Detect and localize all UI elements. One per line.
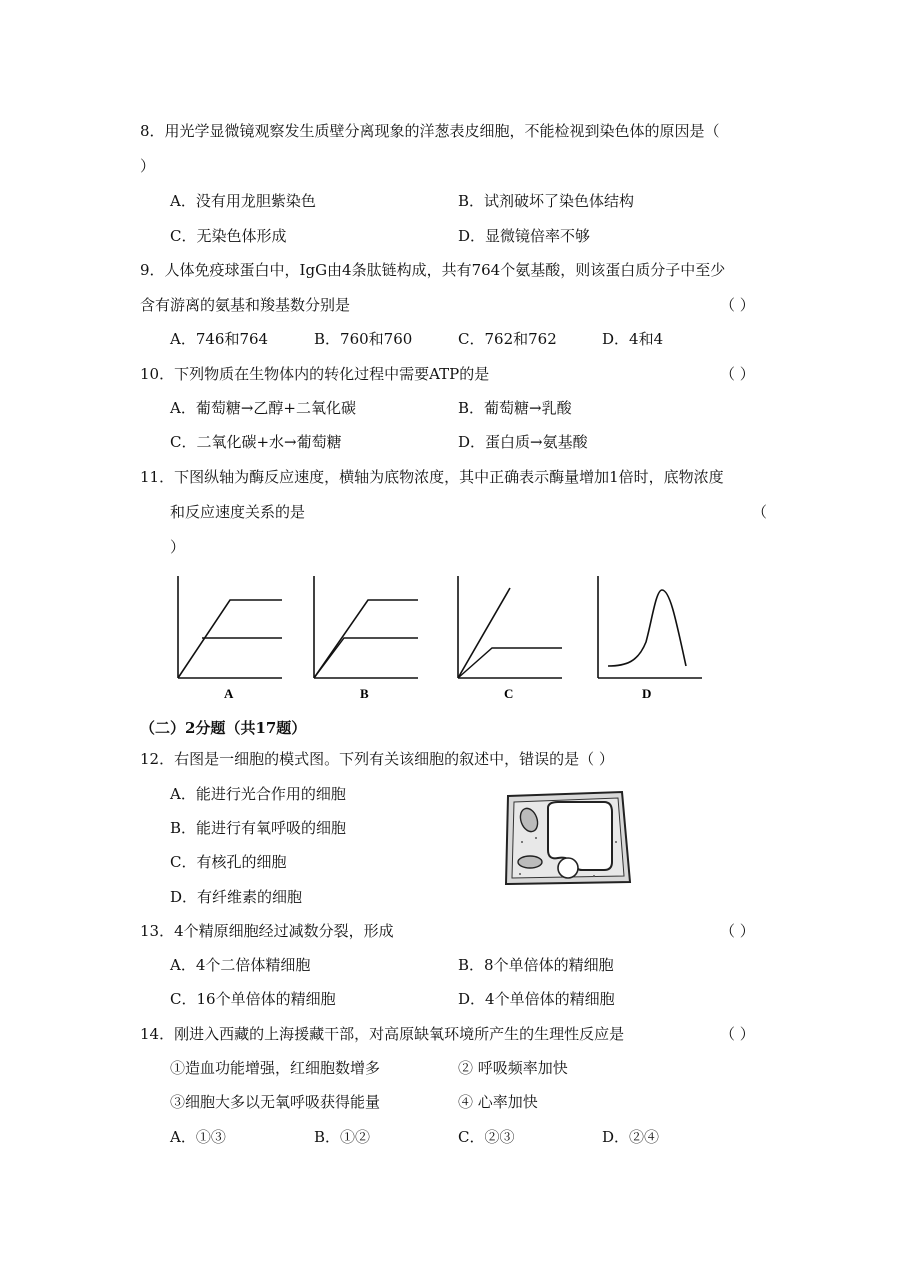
q8-stem: 8．用光学显微镜观察发生质壁分离现象的洋葱表皮细胞，不能检视到染色体的原因是（ — [140, 122, 720, 140]
section-2-heading: （二）2分题（共17题） — [140, 719, 307, 737]
q10-option-d: D．蛋白质→氨基酸 — [458, 433, 588, 451]
graph-a — [170, 572, 290, 702]
q14-option-b: B．①② — [314, 1128, 371, 1146]
q8-option-d: D．显微镜倍率不够 — [458, 227, 591, 245]
graph-b-label: B — [360, 686, 369, 701]
q10-option-b: B．葡萄糖→乳酸 — [458, 399, 572, 417]
q14-stem: 14．刚进入西藏的上海援藏干部，对高原缺氧环境所产生的生理性反应是 — [140, 1025, 625, 1043]
q10-option-c: C．二氧化碳+水→葡萄糖 — [170, 433, 342, 451]
q10-stem: 10．下列物质在生物体内的转化过程中需要ATP的是 — [140, 365, 490, 383]
q12-option-a: A．能进行光合作用的细胞 — [170, 785, 346, 803]
q13-stem: 13．4个精原细胞经过减数分裂，形成 — [140, 922, 394, 940]
q9-option-b: B．760和760 — [314, 330, 413, 348]
q8-option-a: A．没有用龙胆紫染色 — [170, 192, 316, 210]
q11-bracket-close: ） — [170, 538, 186, 556]
q14-option-d: D．②④ — [602, 1128, 660, 1146]
q11-bracket-open: （ — [752, 503, 768, 521]
q14-item-2: ② 呼吸频率加快 — [458, 1059, 568, 1077]
q13-option-a: A．4个二倍体精细胞 — [170, 956, 311, 974]
q11-stem: 11．下图纵轴为酶反应速度，横轴为底物浓度，其中正确表示酶量增加1倍时，底物浓度 — [140, 468, 724, 486]
plant-cell-diagram — [500, 788, 636, 888]
q12-stem: 12．右图是一细胞的模式图。下列有关该细胞的叙述中，错误的是（ ） — [140, 750, 614, 768]
q14-item-3: ③细胞大多以无氧呼吸获得能量 — [170, 1093, 381, 1111]
q13-option-d: D．4个单倍体的精细胞 — [458, 990, 615, 1008]
graph-b — [306, 572, 426, 702]
graph-a-curve-high — [178, 600, 282, 678]
graph-d-label: D — [642, 686, 652, 701]
graph-c-label: C — [504, 686, 514, 701]
q9-stem-cont: 含有游离的氨基和羧基数分别是 — [140, 296, 351, 314]
q9-answer-bracket: （ ） — [720, 296, 755, 314]
q14-option-a: A．①③ — [170, 1128, 226, 1146]
q9-stem: 9．人体免疫球蛋白中，IgG由4条肽链构成，共有764个氨基酸，则该蛋白质分子中至少 — [140, 261, 726, 279]
q8-stem-cont: ） — [140, 157, 156, 175]
graph-b-curve-low — [314, 638, 418, 678]
nucleus — [558, 858, 578, 878]
q14-item-4: ④ 心率加快 — [458, 1093, 538, 1111]
q11-stem-cont: 和反应速度关系的是 — [170, 503, 306, 521]
q13-option-c: C．16个单倍体的精细胞 — [170, 990, 336, 1008]
q12-option-d: D．有纤维素的细胞 — [170, 888, 303, 906]
q10-option-a: A．葡萄糖→乙醇+二氧化碳 — [170, 399, 356, 417]
graph-c — [450, 572, 570, 702]
mitochondrion-lower — [518, 856, 542, 868]
q12-option-b: B．能进行有氧呼吸的细胞 — [170, 819, 347, 837]
graph-b-axes — [314, 576, 418, 678]
q12-option-c: C．有核孔的细胞 — [170, 853, 287, 871]
graph-c-axes — [458, 576, 562, 678]
q14-answer-bracket: （ ） — [720, 1025, 755, 1043]
q9-option-a: A．746和764 — [170, 330, 269, 348]
q9-option-d: D．4和4 — [602, 330, 664, 348]
q9-option-c: C．762和762 — [458, 330, 557, 348]
graph-d-bell-curve — [608, 590, 686, 666]
graph-a-label: A — [224, 686, 234, 701]
graph-d — [590, 572, 710, 702]
graph-c-line-steep — [458, 588, 510, 678]
q8-option-b: B．试剂破坏了染色体结构 — [458, 192, 635, 210]
graph-b-curve-high — [314, 600, 418, 678]
q14-option-c: C．②③ — [458, 1128, 515, 1146]
q8-option-c: C．无染色体形成 — [170, 227, 287, 245]
graph-a-axes — [178, 576, 282, 678]
q13-option-b: B．8个单倍体的精细胞 — [458, 956, 614, 974]
q14-item-1: ①造血功能增强，红细胞数增多 — [170, 1059, 381, 1077]
q10-answer-bracket: （ ） — [720, 365, 755, 383]
q13-answer-bracket: （ ） — [720, 922, 755, 940]
